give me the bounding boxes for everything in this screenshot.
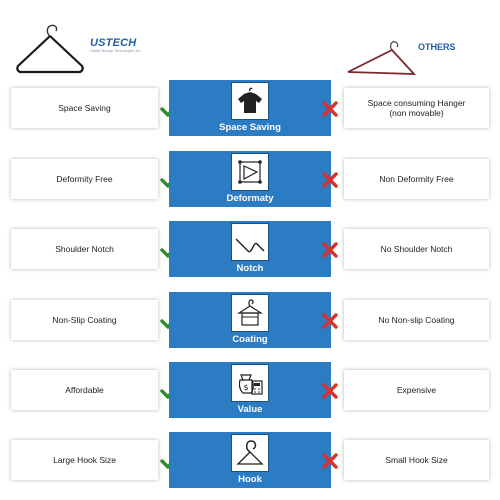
ustech-feature: Shoulder Notch <box>11 229 158 269</box>
others-feature-text: Space consuming Hanger (non movable) <box>367 97 466 118</box>
svg-text:$: $ <box>243 383 249 392</box>
feature-label: Space Saving <box>219 122 281 133</box>
ustech-feature: Large Hook Size <box>11 440 158 480</box>
feature-panel <box>169 221 331 277</box>
feature-label: Hook <box>238 474 262 485</box>
others-label: OTHERS <box>418 42 456 52</box>
feature-panel <box>169 432 331 488</box>
others-feature: Non Deformity Free <box>344 159 489 199</box>
comparison-row <box>0 362 500 418</box>
feature-panel <box>169 362 331 418</box>
feature-panel <box>169 292 331 348</box>
feature-label: Value <box>237 404 263 415</box>
ustech-feature: Space Saving <box>11 88 158 128</box>
comparison-row <box>0 151 500 207</box>
others-feature <box>344 88 489 128</box>
others-feature: No Non-slip Coating <box>344 300 489 340</box>
comparison-row <box>0 80 500 136</box>
cross-icon <box>319 239 341 261</box>
brand-logo: USTECH <box>90 37 137 49</box>
feature-label: Coating <box>232 334 268 345</box>
deformation-icon <box>231 153 269 191</box>
header <box>0 0 500 84</box>
cross-icon <box>319 169 341 191</box>
ustech-hanger-icon <box>14 20 86 78</box>
feature-label: Deformaty <box>226 193 274 204</box>
ustech-feature: Deformity Free <box>11 159 158 199</box>
comparison-row <box>0 221 500 277</box>
notch-icon <box>231 223 269 261</box>
others-feature: Small Hook Size <box>344 440 489 480</box>
ustech-feature: Affordable <box>11 370 158 410</box>
feature-panel <box>169 151 331 207</box>
comparison-row <box>0 292 500 348</box>
feature-label: Notch <box>236 263 264 274</box>
feature-panel <box>169 80 331 136</box>
tshirt-hanger-icon <box>231 82 269 120</box>
cross-icon <box>319 450 341 472</box>
towel-hanger-icon <box>231 294 269 332</box>
comparison-row <box>0 432 500 488</box>
hook-icon <box>231 434 269 472</box>
others-hanger-icon <box>342 38 418 80</box>
money-calculator-icon <box>231 364 269 402</box>
cross-icon <box>319 98 341 120</box>
brand-tagline: Global Storage Technologies Inc <box>90 49 141 53</box>
cross-icon <box>319 380 341 402</box>
ustech-feature: Non-Slip Coating <box>11 300 158 340</box>
cross-icon <box>319 310 341 332</box>
others-feature: No Shoulder Notch <box>344 229 489 269</box>
others-feature: Expensive <box>344 370 489 410</box>
